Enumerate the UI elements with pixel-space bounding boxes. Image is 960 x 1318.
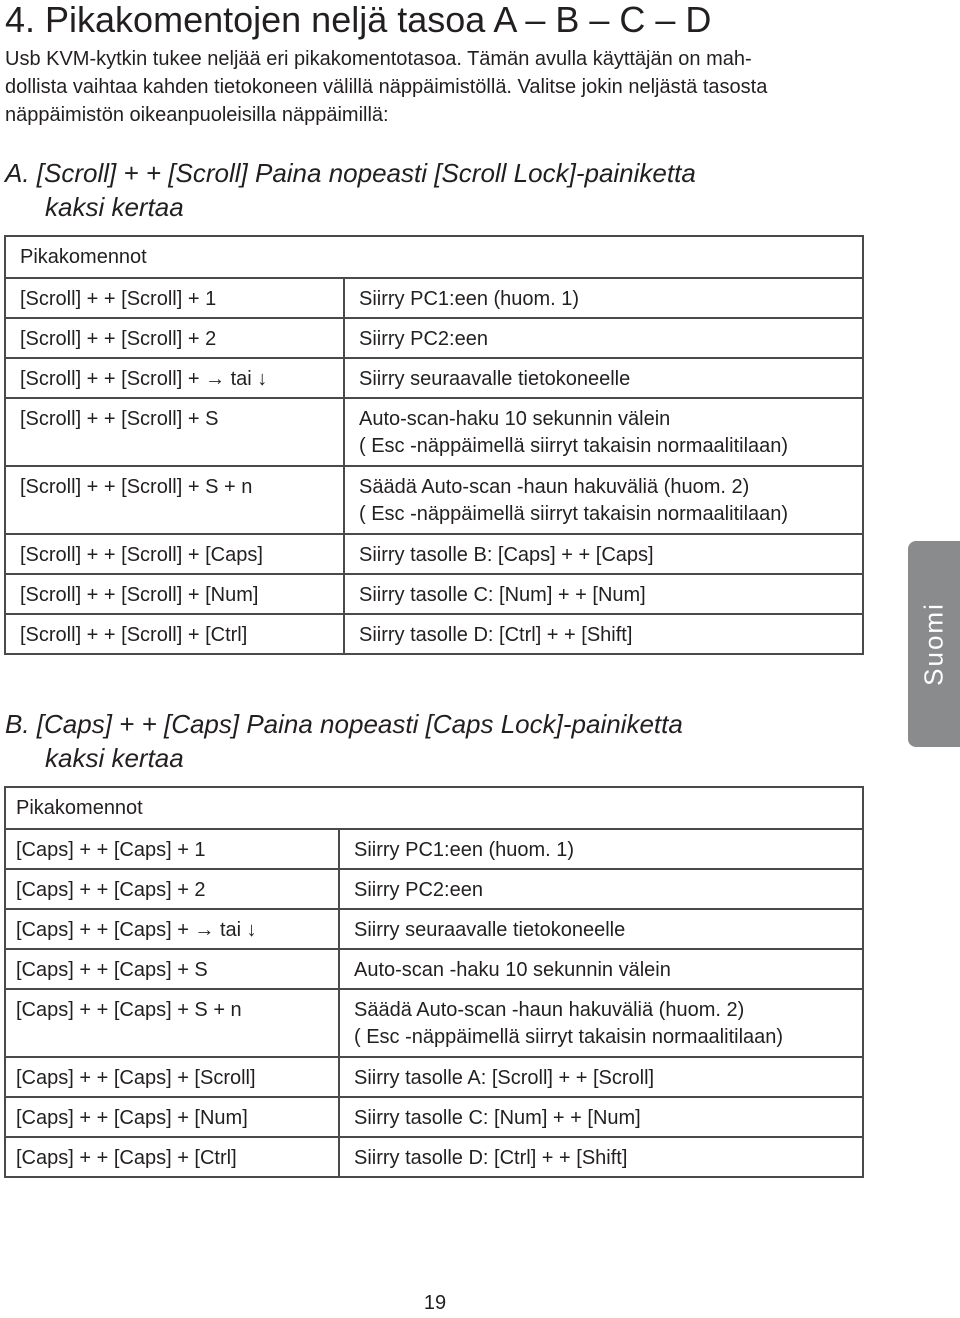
shortcut-key: [Caps] + + [Caps] + [Scroll]	[5, 1057, 339, 1097]
shortcut-action: Siirry PC2:een	[339, 869, 863, 909]
shortcut-key: [Caps] + + [Caps] + S + n	[5, 989, 339, 1057]
section-a-heading-line: A. [Scroll] + + [Scroll] Paina nopeasti [Scroll Lock]-painiketta	[5, 158, 696, 188]
table-row	[5, 534, 863, 574]
shortcut-action: Siirry tasolle A: [Scroll] + + [Scroll]	[339, 1057, 863, 1097]
table-row	[5, 909, 863, 949]
shortcut-action: Siirry PC1:een (huom. 1)	[339, 829, 863, 869]
shortcut-action: Siirry seuraavalle tietokoneelle	[344, 358, 863, 398]
shortcut-action: Siirry PC2:een	[344, 318, 863, 358]
table-row	[5, 318, 863, 358]
table-row	[5, 949, 863, 989]
intro-line: dollista vaihtaa kahden tietokoneen välillä näppäimistöllä. Valitse jokin neljästä tasosta	[5, 76, 768, 98]
section-b-heading-line: B. [Caps] + + [Caps] Paina nopeasti [Caps Lock]-painiketta	[5, 709, 683, 739]
shortcut-action: Siirry tasolle B: [Caps] + + [Caps]	[344, 534, 863, 574]
shortcut-action: Siirry seuraavalle tietokoneelle	[339, 909, 863, 949]
shortcut-key: [Scroll] + + [Scroll] + 1	[5, 278, 344, 318]
shortcut-action: Siirry tasolle C: [Num] + + [Num]	[344, 574, 863, 614]
table-header: Pikakomennot	[5, 236, 863, 278]
intro-line: näppäimistön oikeanpuoleisilla näppäimillä:	[5, 104, 389, 126]
language-side-tab	[908, 541, 960, 747]
shortcut-key: [Caps] + + [Caps] + 1	[5, 829, 339, 869]
section-a-heading-line: kaksi kertaa	[45, 192, 184, 222]
shortcut-action: Säädä Auto-scan -haun hakuväliä (huom. 2) ( Esc -näppäimellä siirryt takaisin normaalitilaan)	[339, 989, 863, 1057]
table-row	[5, 278, 863, 318]
table-row	[5, 466, 863, 534]
shortcut-action: Siirry tasolle D: [Ctrl] + + [Shift]	[339, 1137, 863, 1177]
table-row	[5, 398, 863, 466]
intro-paragraph	[5, 45, 855, 129]
table-row	[5, 869, 863, 909]
shortcut-key: [Caps] + + [Caps] + → tai ↓	[5, 909, 339, 949]
shortcut-key: [Scroll] + + [Scroll] + 2	[5, 318, 344, 358]
shortcut-action: Siirry PC1:een (huom. 1)	[344, 278, 863, 318]
section-a-table	[4, 235, 864, 655]
shortcut-action: Siirry tasolle D: [Ctrl] + + [Shift]	[344, 614, 863, 654]
shortcut-action: Siirry tasolle C: [Num] + + [Num]	[339, 1097, 863, 1137]
table-row	[5, 989, 863, 1057]
section-b-table	[4, 786, 864, 1178]
shortcut-action: Auto-scan -haku 10 sekunnin välein	[339, 949, 863, 989]
shortcut-key: [Caps] + + [Caps] + [Num]	[5, 1097, 339, 1137]
shortcut-key: [Scroll] + + [Scroll] + S + n	[5, 466, 344, 534]
section-b-heading	[5, 707, 683, 775]
table-row	[5, 1097, 863, 1137]
table-row	[5, 1057, 863, 1097]
page-title: 4. Pikakomentojen neljä tasoa A – B – C – D	[5, 0, 712, 40]
page-number: 19	[423, 1292, 447, 1314]
shortcut-action: Säädä Auto-scan -haun hakuväliä (huom. 2) ( Esc -näppäimellä siirryt takaisin normaalitilaan)	[344, 466, 863, 534]
table-row	[5, 1137, 863, 1177]
table-row	[5, 829, 863, 869]
section-b-heading-line: kaksi kertaa	[45, 743, 184, 773]
table-row	[5, 574, 863, 614]
table-row	[5, 358, 863, 398]
section-a-heading	[5, 156, 696, 224]
shortcut-action: Auto-scan-haku 10 sekunnin välein ( Esc -näppäimellä siirryt takaisin normaalitilaan)	[344, 398, 863, 466]
shortcut-key: [Caps] + + [Caps] + [Ctrl]	[5, 1137, 339, 1177]
shortcut-key: [Caps] + + [Caps] + 2	[5, 869, 339, 909]
intro-line: Usb KVM-kytkin tukee neljää eri pikakomentotasoa. Tämän avulla käyttäjän on mah-	[5, 48, 752, 70]
shortcut-key: [Caps] + + [Caps] + S	[5, 949, 339, 989]
shortcut-key: [Scroll] + + [Scroll] + S	[5, 398, 344, 466]
shortcut-key: [Scroll] + + [Scroll] + [Num]	[5, 574, 344, 614]
shortcut-key: [Scroll] + + [Scroll] + [Caps]	[5, 534, 344, 574]
table-row	[5, 614, 863, 654]
shortcut-key: [Scroll] + + [Scroll] + → tai ↓	[5, 358, 344, 398]
table-header: Pikakomennot	[5, 787, 863, 829]
language-label: Suomi	[918, 602, 949, 686]
shortcut-key: [Scroll] + + [Scroll] + [Ctrl]	[5, 614, 344, 654]
